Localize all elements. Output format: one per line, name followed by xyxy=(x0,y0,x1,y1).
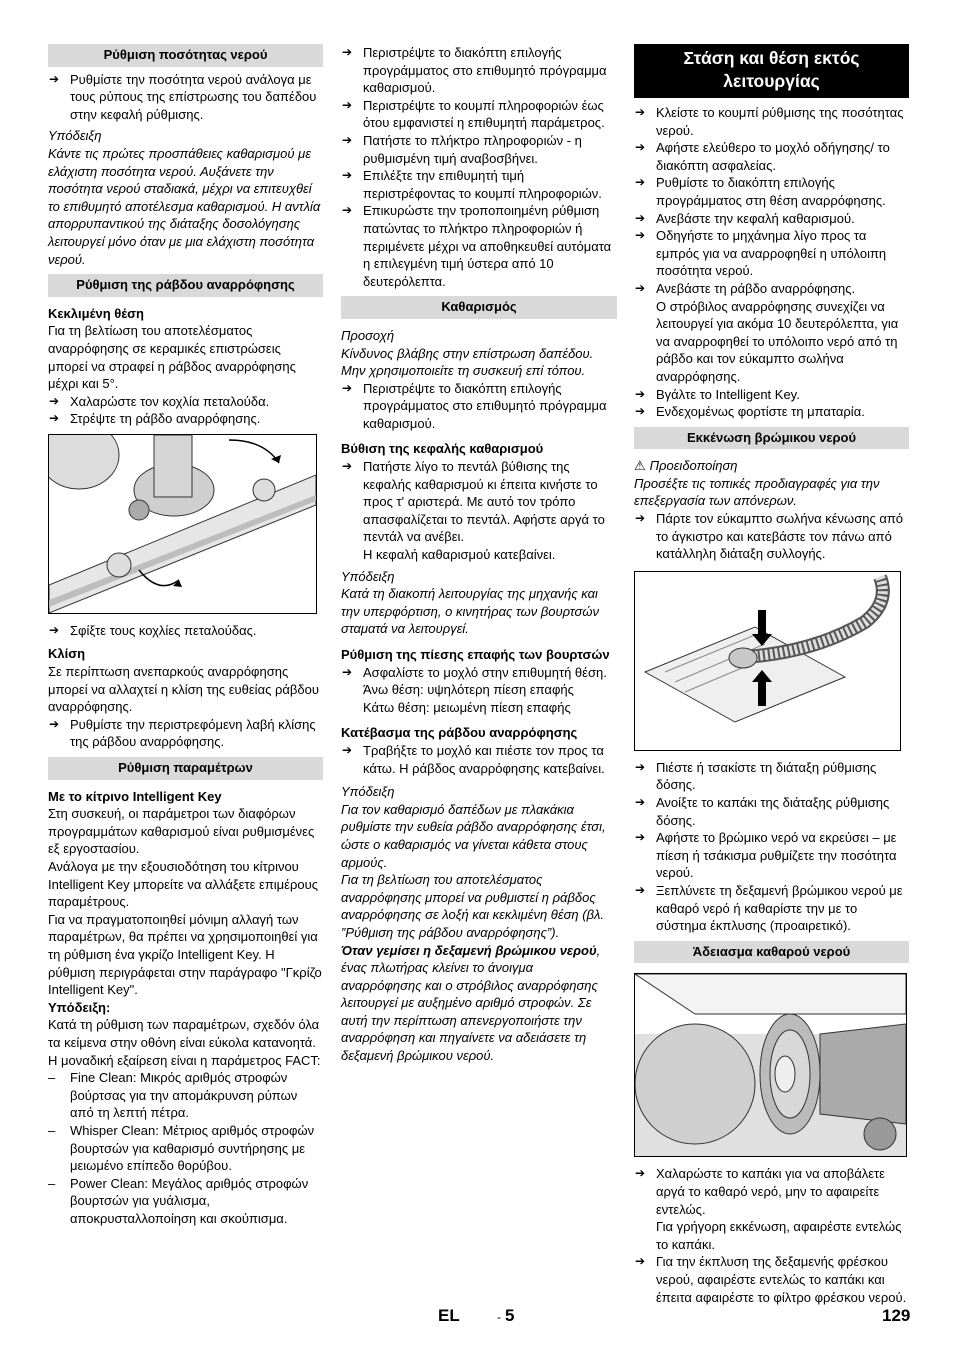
list-item: – Power Clean: Μεγάλος αριθμός στροφών βουρτσών για γυάλισμα, αποκρυσταλλοποίηση και σκούπισμα. xyxy=(48,1175,323,1228)
subheading: Ρύθμιση της πίεσης επαφής των βουρτσών xyxy=(341,647,610,662)
note-title: Υπόδειξη xyxy=(341,784,395,800)
result-text: Άνω θέση: υψηλότερη πίεση επαφής xyxy=(363,682,574,698)
footer-page: 5 xyxy=(505,1306,515,1325)
warning-text: Προσέξτε τις τοπικές προδιαγραφές για την επεξεργασία των απόνερων. xyxy=(634,475,880,509)
step-item: ➔ Κλείστε το κουμπί ρύθμισης της ποσότητας νερού. xyxy=(634,104,909,139)
step-item: ➔ Ανοίξτε το καπάκι της διάταξης ρύθμισης δόσης. xyxy=(634,794,909,829)
step-item: ➔ Αφήστε το βρώμικο νερό να εκρεύσει – με πίεση ή τσάκισμα ρυθμίζετε την ποσότητα νερού. xyxy=(634,829,909,882)
drain-hose-illustration xyxy=(634,571,901,751)
result-text: Ο στρόβιλος αναρρόφησης συνεχίζει να λειτουργεί για ακόμα 10 δευτερόλεπτα, για να αναρροφηθεί το υπόλοιπο νερό από τη ράβδο και τον εύκαμπτο σωλήνα αναρρόφησης. xyxy=(656,298,899,384)
step-item: ➔ Επικυρώστε την τροποποιημένη ρύθμιση πατώντας το πλήκτρο πληροφοριών ή περιμένετε μέχρι να αποθηκευθεί αυτόματα η επιλεγμένη τιμή ύστερα από 10 δευτερόλεπτα. xyxy=(341,202,617,290)
step-item: ➔ Περιστρέψτε το κουμπί πληροφοριών έως ότου εμφανιστεί η επιθυμητή παράμετρος. xyxy=(341,97,617,132)
step-item: ➔ Επιλέξτε την επιθυμητή τιμή περιστρέφοντας το κουμπί πληροφοριών. xyxy=(341,167,617,202)
section-heading: Εκκένωση βρώμικου νερού xyxy=(634,427,909,450)
column-middle xyxy=(341,44,617,1065)
step-item: ➔ Πατήστε λίγο το πεντάλ βύθισης της κεφαλής καθαρισμού κι έπειτα κινήστε το προς τ' αριστερά. Με αυτό τον τρόπο απασφαλίζεται το πεντάλ. Αφήστε αργά το πεντάλ να ανέβει. xyxy=(341,458,617,546)
fresh-water-cap-illustration xyxy=(634,973,907,1157)
subheading: Βύθιση της κεφαλής καθαρισμού xyxy=(341,441,544,457)
step-item: ➔ Σφίξτε τους κοχλίες πεταλούδας. xyxy=(48,622,323,640)
caution-title: Προσοχή xyxy=(341,327,395,343)
footer-page-section xyxy=(497,1307,514,1327)
column-right xyxy=(634,44,909,1306)
step-item: ➔ Ενδεχομένως φορτίστε τη μπαταρία. xyxy=(634,403,909,421)
note-title: Υπόδειξη xyxy=(48,128,102,144)
step-item: ➔ Ρυθμίστε την περιστρεφόμενη λαβή κλίσης της ράβδου αναρρόφησης. xyxy=(48,716,323,751)
paragraph: Κατά τη ρύθμιση των παραμέτρων, σχεδόν όλα τα κείμενα στην οθόνη είναι εύκολα κατανοητά. Η μοναδική εξαίρεση είναι η παράμετρος FACT: xyxy=(48,1017,321,1068)
subheading: Κατέβασμα της ράβδου αναρρόφησης xyxy=(341,725,578,741)
section-heading: Ρύθμιση της ράβδου αναρρόφησης xyxy=(48,274,323,297)
note-text: Κατά τη διακοπή λειτουργίας της μηχανής και την υπερφόρτιση, ο κινητήρας των βουρτσών σταματά να λειτουργεί. xyxy=(341,586,599,637)
note-text-cont: , ένας πλωτήρας κλείνει το άνοιγμα αναρρόφησης και ο στρόβιλος αναρρόφησης λειτουργεί με αυξημένο αριθμό στροφών. Σε αυτή την περίπτωση απενεργοποιήστε την αναρρόφηση και πηγαίνετε να αδειάσετε τη δεξαμενή βρώμικου νερού. xyxy=(341,942,601,1064)
step-item: ➔ Τραβήξτε το μοχλό και πιέστε τον προς τα κάτω. Η ράβδος αναρρόφησης κατεβαίνει. xyxy=(341,742,617,777)
paragraph: Στη συσκευή, οι παράμετροι των διαφόρων προγραμμάτων καθαρισμού είναι ρυθμισμένες εξ εργοστασίου. xyxy=(48,806,315,857)
paragraph: Ανάλογα με την εξουσιοδότηση του κίτρινου Intelligent Key μπορείτε να αλλάξετε επιμέρους παραμέτρους. xyxy=(48,859,318,910)
result-text: Κάτω θέση: μειωμένη πίεση επαφής xyxy=(363,699,571,715)
step-item: ➔ Χαλαρώστε τον κοχλία πεταλούδα. xyxy=(48,393,323,411)
step-item: ➔ Περιστρέψτε το διακόπτη επιλογής προγράμματος στο επιθυμητό πρόγραμμα καθαρισμού. xyxy=(341,44,617,97)
step-item: ➔ Στρέψτε τη ράβδο αναρρόφησης. xyxy=(48,410,323,428)
step-item: ➔ Ασφαλίστε το μοχλό στην επιθυμητή θέση. xyxy=(341,664,617,682)
footer-language: EL xyxy=(438,1306,460,1325)
section-heading: Ρύθμιση παραμέτρων xyxy=(48,757,323,780)
note-title: Υπόδειξη xyxy=(341,568,395,584)
result-text: Για γρήγορη εκκένωση, αφαιρέστε εντελώς το καπάκι. xyxy=(656,1219,902,1252)
note-bold-text: Όταν γεμίσει η δεξαμενή βρώμικου νερού xyxy=(341,942,597,958)
subheading: Με το κίτρινο Intelligent Key xyxy=(48,788,222,804)
list-item: – Whisper Clean: Μέτριος αριθμός στροφών βουρτσών για καθαρισμό συντήρησης με μειωμένο επίπεδο θορύβου. xyxy=(48,1122,323,1175)
note-text: Για τον καθαρισμό δαπέδων με πλακάκια ρυθμίστε την ευθεία ράβδο αναρρόφησης έτσι, ώστε ο καθαρισμός να γίνεται κάθετα στους αρμούς. xyxy=(341,801,606,870)
step-item: ➔ Οδηγήστε το μηχάνημα λίγο προς τα εμπρός για να αναρροφηθεί η υπόλοιπη ποσότητα νερού. xyxy=(634,227,909,280)
step-item: ➔ Ανεβάστε τη ράβδο αναρρόφησης. xyxy=(634,280,909,298)
step-item: ➔ Ξεπλύνετε τη δεξαμενή βρώμικου νερού με καθαρό νερό ή καθαρίστε την με το σύστημα έκπλυσης (προαιρετικό). xyxy=(634,882,909,935)
subheading: Κλίση xyxy=(48,646,86,662)
paragraph: Σε περίπτωση ανεπαρκούς αναρρόφησης μπορεί να αλλαχτεί η κλίση της ευθείας ράβδου αναρρόφησης. xyxy=(48,664,319,715)
result-text: Η κεφαλή καθαρισμού κατεβαίνει. xyxy=(363,547,556,563)
list-item: – Fine Clean: Μικρός αριθμός στροφών βούρτσας για την απομάκρυνση ρύπων από τη λεπτή πέτρα. xyxy=(48,1069,323,1122)
step-item: ➔ Για την έκπλυση της δεξαμενής φρέσκου νερού, αφαιρέστε εντελώς το καπάκι και έπειτα αφαιρέστε το φίλτρο φρέσκου νερού. xyxy=(634,1253,909,1306)
subheading: Κεκλιμένη θέση xyxy=(48,305,144,321)
warning-title: ⚠ Προειδοποίηση xyxy=(634,458,738,474)
step-item: ➔ Περιστρέψτε το διακόπτη επιλογής προγράμματος στο επιθυμητό πρόγραμμα καθαρισμού. xyxy=(341,380,617,433)
warning-triangle-icon: ⚠ xyxy=(634,458,646,474)
note-text xyxy=(341,942,617,1065)
column-left xyxy=(48,44,323,1227)
note-text: Κάντε τις πρώτες προσπάθειες καθαρισμού με ελάχιστη ποσότητα νερού. Αυξάνετε την ποσότητα νερού σταδιακά, μέχρι να επιτευχθεί το επιθυμητό αποτέλεσμα καθαρισμού. Η αντλία απορρυπαντικού της διάταξης δοσολόγησης λειτουργεί μόνο όταν με μια ελάχιστη ποσότητα νερού. xyxy=(48,145,321,267)
section-heading: Άδειασμα καθαρού νερού xyxy=(634,941,909,964)
caution-text: Κίνδυνος βλάβης στην επίστρωση δαπέδου. Μην χρησιμοποιείτε τη συσκευή επί τόπου. xyxy=(341,345,594,379)
step-item: ➔ Ρυθμίστε την ποσότητα νερού ανάλογα με τους ρύπους της επίστρωσης του δαπέδου στην κεφαλή ρύθμισης. xyxy=(48,71,323,124)
step-item: ➔ Χαλαρώστε το καπάκι για να αποβάλετε αργά το καθαρό νερό, μην το αφαιρείτε εντελώς. xyxy=(634,1165,909,1218)
section-heading: Ρύθμιση ποσότητας νερού xyxy=(48,44,323,67)
step-item: ➔ Αφήστε ελεύθερο το μοχλό οδήγησης/ το διακόπτη ασφαλείας. xyxy=(634,139,909,174)
step-item: ➔ Πιέστε ή τσακίστε τη διάταξη ρύθμισης δόσης. xyxy=(634,759,909,794)
chapter-heading: Στάση και θέση εκτός λειτουργίας xyxy=(634,44,909,98)
note-text: Για τη βελτίωση του αποτελέσματος αναρρόφησης μπορεί να ρυθμιστεί η ράβδος αναρρόφησης σε λοξή και κεκλιμένη θέση (βλ. ”Ρύθμιση της ράβδου αναρρόφησης”). xyxy=(341,872,605,940)
section-heading: Καθαρισμός xyxy=(341,296,617,319)
subheading: Υπόδειξη: xyxy=(48,999,111,1015)
footer-page-number: 129 xyxy=(882,1306,911,1325)
step-item: ➔ Πάρτε τον εύκαμπτο σωλήνα κένωσης από το άγκιστρο και κατεβάστε τον πάνω από κατάλληλη διάταξη συλλογής. xyxy=(634,510,909,563)
step-item: ➔ Πατήστε το πλήκτρο πληροφοριών - η ρυθμισμένη τιμή αναβοσβήνει. xyxy=(341,132,617,167)
step-item: ➔ Ανεβάστε την κεφαλή καθαρισμού. xyxy=(634,210,909,228)
paragraph: Για τη βελτίωση του αποτελέσματος αναρρόφησης σε κεραμικές επιστρώσεις μπορεί να στραφεί η ράβδος αναρρόφησης μέχρι και 5°. xyxy=(48,323,296,392)
step-item: ➔ Βγάλτε το Intelligent Key. xyxy=(634,386,909,404)
step-item: ➔ Ρυθμίστε το διακόπτη επιλογής προγράμματος στη θέση αναρρόφησης. xyxy=(634,174,909,209)
footer-dash: - xyxy=(497,1310,501,1324)
squeegee-illustration xyxy=(48,434,317,614)
paragraph: Για να πραγματοποιηθεί μόνιμη αλλαγή των παραμέτρων, θα πρέπει να χρησιμοποιηθεί για τη ρύθμιση ένα γκρίζο Intelligent Key. Η ρύθμιση περιγράφεται στην παράγραφο "Γκρίζο Intelligent Key". xyxy=(48,911,322,998)
